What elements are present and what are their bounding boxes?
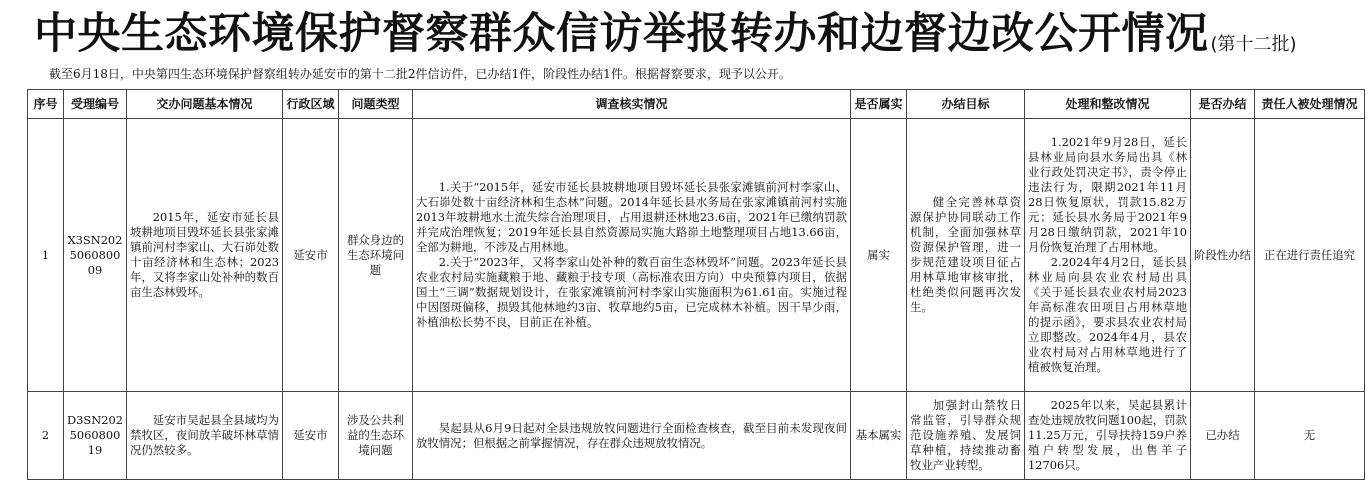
investigation-para: 2.关于“2023年，又将李家山处补种的数百亩生态林毁坏”问题。2023年延长县农业农村局实施藏粮于地、藏粮于技专项（高标准农田方向）中央预算内项目，依据国土“三调”数据规划设计，在张家滩镇前河村李家山实施面积为61.61亩。实施过程中因图斑偏移，损毁其他林地约3亩、牧草地约5亩，已完成林木补植。因干旱少雨，补植油松长势不良，目前正在补植。	[416, 255, 847, 329]
cell-goal: 健全完善林草资源保护协同联动工作机制，全面加强林草资源保护管理，进一步规范建设项目征占用林草地审核审批，杜绝类似问题再次发生。	[907, 119, 1025, 392]
col-header-issue: 交办问题基本情况	[127, 90, 283, 119]
intro-paragraph: 截至6月18日，中央第四生态环境保护督察组转办延安市的第十二批2件信访件，已办结1件，阶段性办结1件。根据督察要求，现予以公开。	[49, 67, 791, 81]
cell-issue: 延安市吴起县全县域均为禁牧区，夜间放羊破坏林草情况仍然较多。	[127, 392, 283, 480]
cell-verified: 属实	[851, 119, 907, 392]
handling-para: 2.2024年4月2日，延长县林业局向县农业农村局出具《关于延长县农业农村局2023年高标准农田项目占用林草地的提示函》，要求县农业农村局立即整改。2024年4月，县农业农村局对占用林草地进行了植被恢复治理。	[1028, 255, 1187, 374]
cell-issue: 2015年，延安市延长县坡耕地项目毁坏延长县张家滩镇前河村李家山、大石峁处数十亩经济林和生态林；2023年，又将李家山处补种的数百亩生态林毁坏。	[127, 119, 283, 392]
cell-investigation	[413, 392, 851, 480]
page-title	[34, 6, 1364, 62]
cell-seq: 1	[28, 119, 64, 392]
cell-code: X3SN202506080009	[64, 119, 127, 392]
table-header-row	[28, 90, 1365, 119]
investigation-para: 1.关于“2015年，延安市延长县坡耕地项目毁坏延长县张家滩镇前河村李家山、大石峁处数十亩经济林和生态林”问题。2014年延长县水务局在张家滩镇前河村实施2013年坡耕地水土流失综合治理项目，占用退耕还林地23.6亩，2021年已缴纳罚款并完成治理恢复；2019年延长县自然资源局实施大路峁土地整理项目占地13.66亩，全部为耕地，不涉及占用林地。	[416, 180, 847, 254]
col-header-accountability: 责任人被处理情况	[1255, 90, 1365, 119]
table-row	[28, 119, 1365, 392]
col-header-type: 问题类型	[339, 90, 413, 119]
col-header-closed: 是否办结	[1191, 90, 1255, 119]
cell-accountability: 无	[1255, 392, 1365, 480]
cell-type: 涉及公共利益的生态环境问题	[339, 392, 413, 480]
col-header-region: 行政区域	[283, 90, 339, 119]
cell-closed: 阶段性办结	[1191, 119, 1255, 392]
col-header-investigation: 调查核实情况	[413, 90, 851, 119]
col-header-seq: 序号	[28, 90, 64, 119]
cell-region: 延安市	[283, 392, 339, 480]
cell-investigation	[413, 119, 851, 392]
investigation-para: 吴起县从6月9日起对全县违规放牧问题进行全面检查核查，截至目前未发现夜间放牧情况；但根据之前掌握情况，存在群众违规放牧情况。	[416, 420, 847, 450]
title-main: 中央生态环境保护督察群众信访举报转办和边督边改公开情况	[34, 9, 1209, 59]
col-header-goal: 办结目标	[907, 90, 1025, 119]
cell-region: 延安市	[283, 119, 339, 392]
table-row	[28, 392, 1365, 480]
col-header-verified: 是否属实	[851, 90, 907, 119]
cell-verified: 基本属实	[851, 392, 907, 480]
cell-type: 群众身边的生态环境问题	[339, 119, 413, 392]
cell-goal: 加强封山禁牧日常监管，引导群众规范设施养殖、发展饲草种植，持续推动畜牧业产业转型。	[907, 392, 1025, 480]
cell-code: D3SN202506080019	[64, 392, 127, 480]
cell-seq: 2	[28, 392, 64, 480]
col-header-code: 受理编号	[64, 90, 127, 119]
cell-accountability: 正在进行责任追究	[1255, 119, 1365, 392]
cell-handling	[1025, 392, 1191, 480]
handling-para: 2025年以来，吴起县累计查处违规放牧问题100起，罚款11.25万元，引导扶持159户养殖户转型发展，出售羊子12706只。	[1028, 398, 1187, 472]
cell-closed: 已办结	[1191, 392, 1255, 480]
cell-handling	[1025, 119, 1191, 392]
title-batch: (第十二批)	[1210, 34, 1297, 55]
handling-para: 1.2021年9月28日，延长县林业局向县水务局出具《林业行政处罚决定书》，责令停止违法行为，限期2021年11月28日恢复原状，罚款15.82万元；延长县水务局于2021年9月28日缴纳罚款，2021年10月份恢复治理了占用林地。	[1028, 135, 1187, 254]
col-header-handling: 处理和整改情况	[1025, 90, 1191, 119]
report-table	[27, 89, 1365, 480]
